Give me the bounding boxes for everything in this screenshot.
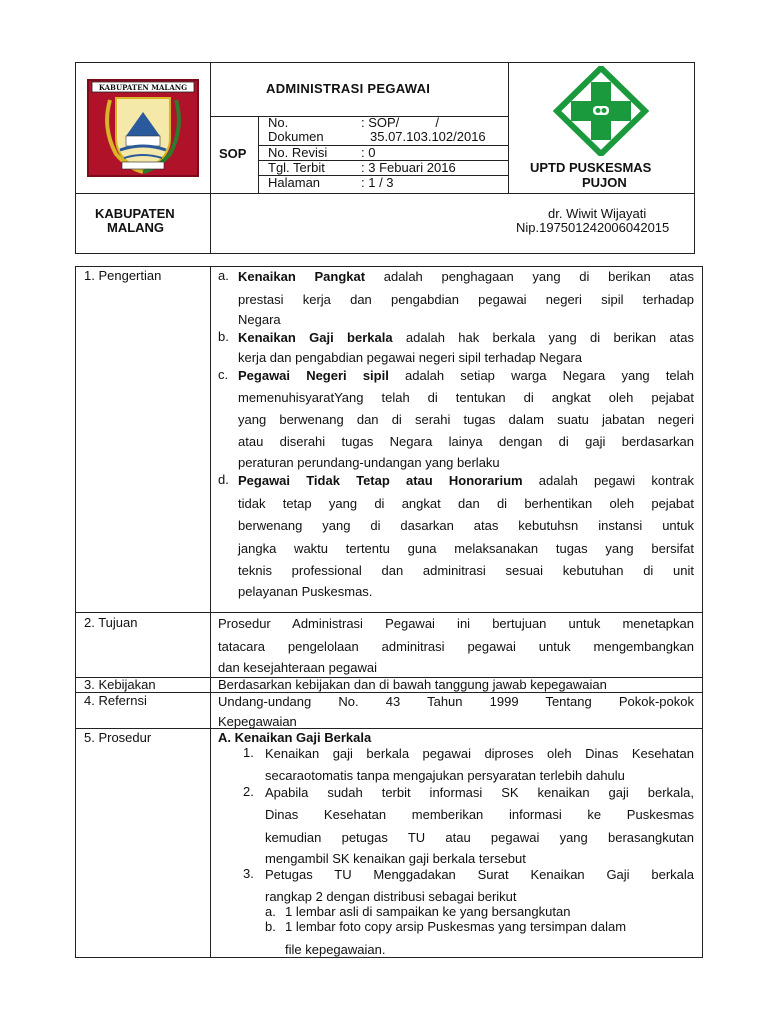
meta-label-halaman: Halaman (268, 175, 321, 190)
step-line: secaraotomatis tanpa mengajukan persyaratan terlebih dahulu (265, 768, 625, 783)
step-line: mengambil SK kenaikan gaji berkala tersebut (265, 851, 526, 866)
tujuan-line: Prosedur Administrasi Pegawai ini bertujuan untuk menetapkan (218, 616, 694, 631)
meta-value-terbit: : 3 Febuari 2016 (361, 160, 456, 175)
step-line: Petugas TU Menggadakan Surat Kenaikan Gaji berkala (265, 867, 694, 882)
step-line: Apabila sudah terbit informasi SK kenaikan gaji berkala, (265, 785, 694, 800)
step-number: 3. (243, 866, 254, 881)
item-first-line: Pegawai Tidak Tetap atau Honorarium adalah pegawi kontrak (238, 473, 694, 488)
meta-label-revisi: No. Revisi (268, 145, 328, 160)
meta-value-halaman: : 1 / 3 (361, 175, 394, 190)
section-label-pengertian: 1. Pengertian (84, 268, 162, 283)
tujuan-line: tatacara pengelolaan adminitrasi pegawai untuk mengembangkan (218, 639, 694, 654)
item-line: atau diserahi tugas Negara lainya dengan di gaji berdasarkan (238, 434, 694, 449)
item-line: yang berwenang dan di serahi tugas dalam suatu jabatan negeri (238, 412, 694, 427)
tujuan-line: dan kesejahteraan pegawai (218, 660, 378, 675)
referensi-line: Undang-undang No. 43 Tahun 1999 Tentang Pokok-pokok (218, 694, 694, 709)
meta-value-dokumen: 35.07.103.102/2016 (370, 129, 486, 144)
item-letter: b. (218, 329, 229, 344)
prosedur-heading: A. Kenaikan Gaji Berkala (218, 730, 372, 745)
signer-name: dr. Wiwit Wijayati (548, 206, 647, 221)
right-org-line-1: UPTD PUSKESMAS (530, 160, 652, 175)
section-label-prosedur: 5. Prosedur (84, 730, 152, 745)
referensi-line: Kepegawaian (218, 714, 297, 729)
item-line: Negara (238, 312, 281, 327)
item-line: peraturan perundang-undangan yang berlaku (238, 455, 500, 470)
section-label-tujuan: 2. Tujuan (84, 615, 138, 630)
item-first-line: Pegawai Negeri sipil adalah setiap warga Negara yang telah (238, 368, 695, 383)
meta-label-terbit: Tgl. Terbit (268, 160, 325, 175)
meta-label-no: No. (268, 115, 289, 130)
left-org-line-1: KABUPATEN (95, 206, 175, 221)
item-line: kerja dan pengabdian pegawai negeri sipil terhadap Negara (238, 350, 583, 365)
right-org-line-2: PUJON (582, 175, 627, 190)
sub-letter: a. (265, 904, 276, 919)
step-line: Dinas Kesehatan memberikan informasi ke Puskesmas (265, 807, 694, 822)
step-number: 1. (243, 745, 254, 760)
kabupaten-malang-logo (86, 78, 200, 178)
step-line: rangkap 2 dengan distribusi sebagai berikut (265, 889, 517, 904)
sop-label: SOP (219, 146, 247, 161)
section-label-referensi: 4. Refernsi (84, 693, 147, 708)
item-line: pelayanan Puskesmas. (238, 584, 373, 599)
signer-nip: Nip.197501242006042015 (516, 220, 670, 235)
item-line: prestasi kerja dan pengabdian pegawai negeri sipil terhadap (238, 292, 694, 307)
svg-text:KABUPATEN MALANG: KABUPATEN MALANG (98, 83, 188, 92)
meta-label-dokumen: Dokumen (268, 129, 324, 144)
kebijakan-text: Berdasarkan kebijakan dan di bawah tanggung jawab kepegawaian (218, 677, 607, 692)
item-line: berwenang yang di dasarkan atas kebutuhsn instansi untuk (238, 518, 694, 533)
item-first-line: Kenaikan Pangkat adalah penghagaan yang di berikan atas (238, 269, 694, 284)
sub-text: 1 lembar asli di sampaikan ke yang bersangkutan (285, 904, 571, 919)
meta-value-no: : SOP/ / (361, 115, 440, 130)
item-letter: c. (218, 367, 229, 382)
document-title: ADMINISTRASI PEGAWAI (266, 81, 431, 96)
item-letter: a. (218, 268, 229, 283)
item-first-line: Kenaikan Gaji berkala adalah hak berkala yang di berikan atas (238, 330, 695, 345)
sub-text: 1 lembar foto copy arsip Puskesmas yang tersimpan dalam (285, 919, 627, 934)
left-org-line-2: MALANG (107, 220, 165, 235)
item-line: memenuhisyaratYang telah di tentukan di angkat oleh pejabat (238, 390, 694, 405)
puskesmas-cross-logo (553, 66, 649, 156)
step-line: kemudian petugas TU atau pegawai yang berasangkutan (265, 830, 694, 845)
item-line: teknis professional dan adminitrasi sesuai kebutuhan di unit (238, 563, 694, 578)
item-letter: d. (218, 472, 229, 487)
sub-text-cont: file kepegawaian. (285, 942, 386, 957)
meta-value-revisi: : 0 (361, 145, 376, 160)
section-label-kebijakan: 3. Kebijakan (84, 677, 156, 692)
step-line: Kenaikan gaji berkala pegawai diproses oleh Dinas Kesehatan (265, 746, 694, 761)
item-line: jangka waktu tertentu guna melaksanakan tugas yang bersifat (238, 541, 694, 556)
sub-letter: b. (265, 919, 276, 934)
step-number: 2. (243, 784, 254, 799)
item-line: tidak tetap yang di angkat dan di berhentikan oleh pejabat (238, 496, 694, 511)
